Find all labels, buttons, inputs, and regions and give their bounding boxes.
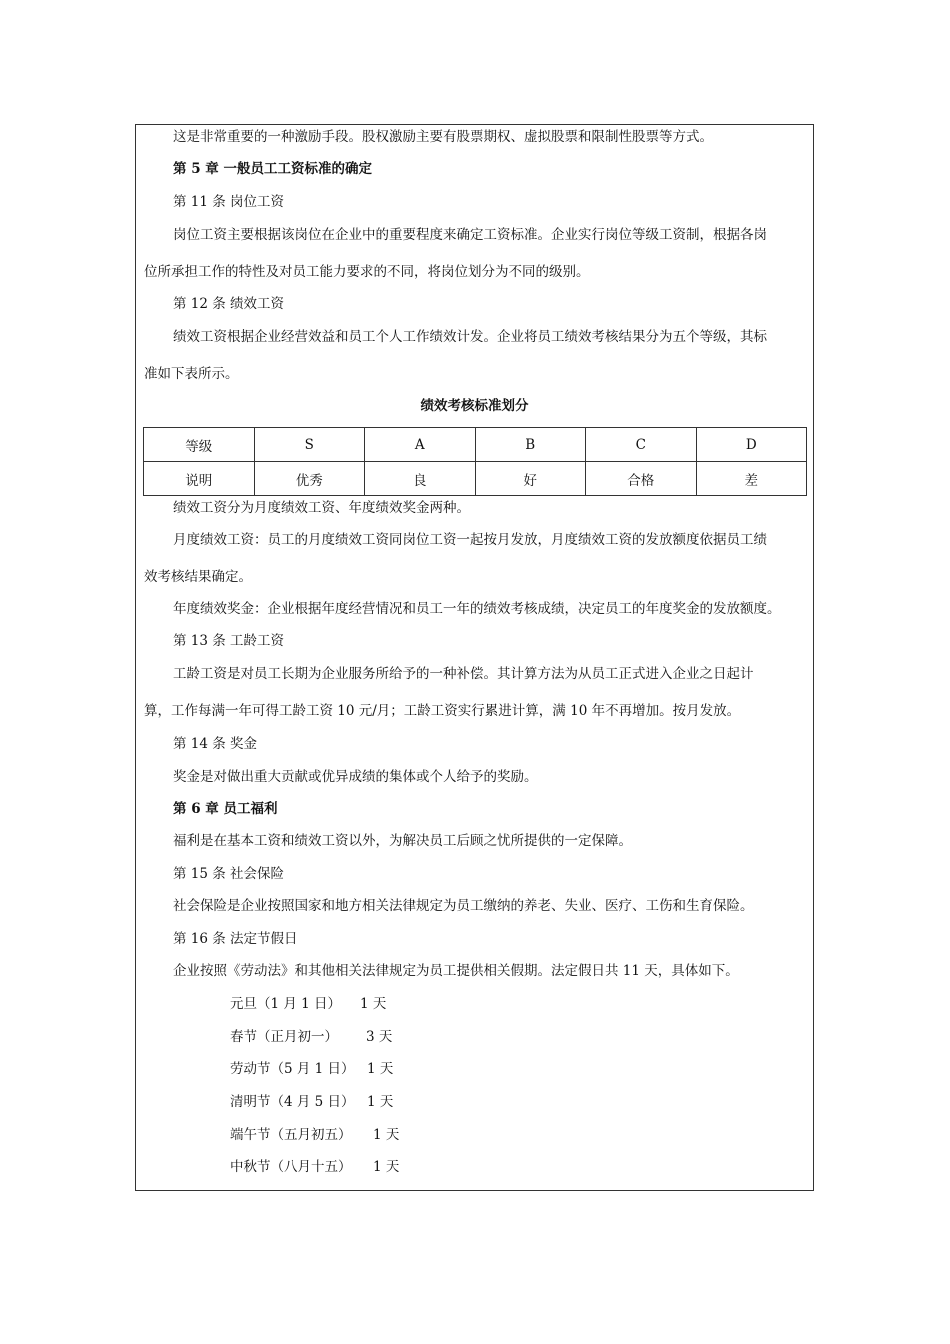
holiday-item — [230, 1094, 394, 1110]
paragraph-equity-incentive: 这是非常重要的一种激励手段。股权激励主要有股票期权、虚拟股票和限制性股票等方式。 — [173, 129, 713, 145]
paragraph-annual-bonus: 年度绩效奖金：企业根据年度经营情况和员工一年的绩效考核成绩，决定员工的年度奖金的发放额度。 — [173, 601, 781, 617]
table-cell: C — [586, 428, 697, 462]
paragraph-bonus: 奖金是对做出重大贡献或优异成绩的集体或个人给予的奖励。 — [173, 769, 538, 785]
holiday-item — [230, 1127, 400, 1143]
paragraph-welfare: 福利是在基本工资和绩效工资以外，为解决员工后顾之忧所提供的一定保障。 — [173, 833, 632, 849]
table-cell: A — [365, 428, 476, 462]
table-cell: D — [696, 428, 807, 462]
holiday-name: 春节（正月初一） — [230, 1029, 338, 1045]
table-row — [144, 428, 807, 462]
table-cell: 良 — [365, 462, 476, 496]
performance-grade-table — [143, 427, 807, 496]
holiday-item — [230, 1061, 394, 1077]
table-cell: 说明 — [144, 462, 255, 496]
paragraph-social-insurance: 社会保险是企业按照国家和地方相关法律规定为员工缴纳的养老、失业、医疗、工伤和生育保险。 — [173, 898, 754, 914]
holiday-days: 1 天 — [367, 1094, 394, 1110]
holiday-name: 元旦（1 月 1 日） — [230, 996, 342, 1012]
table-cell: 差 — [696, 462, 807, 496]
holiday-name: 劳动节（5 月 1 日） — [230, 1061, 355, 1077]
holiday-name: 清明节（4 月 5 日） — [230, 1094, 355, 1110]
article-15-heading: 第 15 条 社会保险 — [173, 866, 285, 882]
table-cell: 等级 — [144, 428, 255, 462]
holiday-name: 中秋节（八月十五） — [230, 1159, 352, 1175]
holiday-item — [230, 1159, 400, 1175]
article-11-heading: 第 11 条 岗位工资 — [173, 194, 285, 210]
paragraph-position-wage-line1: 岗位工资主要根据该岗位在企业中的重要程度来确定工资标准。企业实行岗位等级工资制，根据各岗 — [173, 227, 767, 243]
chapter-5-heading: 第 5 章 一般员工工资标准的确定 — [173, 161, 372, 177]
holiday-name: 端午节（五月初五） — [230, 1127, 352, 1143]
holiday-days: 1 天 — [373, 1159, 400, 1175]
paragraph-monthly-line1: 月度绩效工资：员工的月度绩效工资同岗位工资一起按月发放，月度绩效工资的发放额度依据员工绩 — [173, 532, 767, 548]
paragraph-seniority-line1: 工龄工资是对员工长期为企业服务所给予的一种补偿。其计算方法为从员工正式进入企业之日起计 — [173, 666, 754, 682]
article-13-heading: 第 13 条 工龄工资 — [173, 633, 285, 649]
table-cell: 合格 — [586, 462, 697, 496]
holiday-days: 1 天 — [360, 996, 387, 1012]
holiday-days: 1 天 — [367, 1061, 394, 1077]
paragraph-performance-types: 绩效工资分为月度绩效工资、年度绩效奖金两种。 — [173, 500, 470, 516]
article-14-heading: 第 14 条 奖金 — [173, 736, 258, 752]
paragraph-position-wage-line2: 位所承担工作的特性及对员工能力要求的不同，将岗位划分为不同的级别。 — [144, 264, 590, 280]
table-cell: B — [475, 428, 586, 462]
paragraph-monthly-line2: 效考核结果确定。 — [144, 569, 252, 585]
article-16-heading: 第 16 条 法定节假日 — [173, 931, 298, 947]
chapter-6-heading: 第 6 章 员工福利 — [173, 801, 278, 817]
table-cell: S — [254, 428, 365, 462]
holiday-item — [230, 996, 387, 1012]
paragraph-performance-wage-line2: 准如下表所示。 — [144, 366, 239, 382]
table-cell: 优秀 — [254, 462, 365, 496]
holiday-days: 3 天 — [366, 1029, 393, 1045]
table-cell: 好 — [475, 462, 586, 496]
table-caption: 绩效考核标准划分 — [420, 398, 529, 414]
paragraph-performance-wage-line1: 绩效工资根据企业经营效益和员工个人工作绩效计发。企业将员工绩效考核结果分为五个等级，其标 — [173, 329, 767, 345]
paragraph-legal-holidays: 企业按照《劳动法》和其他相关法律规定为员工提供相关假期。法定假日共 11 天，具体如下。 — [173, 963, 739, 979]
holiday-item — [230, 1029, 393, 1045]
article-12-heading: 第 12 条 绩效工资 — [173, 296, 285, 312]
holiday-days: 1 天 — [373, 1127, 400, 1143]
table-row — [144, 462, 807, 496]
paragraph-seniority-line2: 算，工作每满一年可得工龄工资 10 元/月；工龄工资实行累进计算，满 10 年不再增加。按月发放。 — [144, 703, 741, 719]
